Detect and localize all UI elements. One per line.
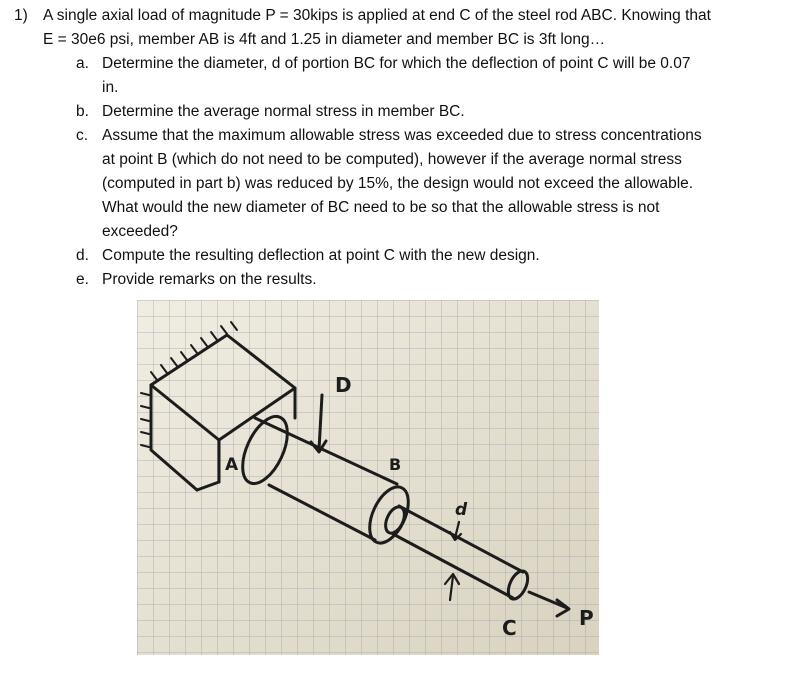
part-e-line-1: Provide remarks on the results. bbox=[102, 271, 317, 288]
rod-sketch-photo bbox=[137, 300, 599, 655]
part-c-line-4: What would the new diameter of BC need to be so that the allowable stress is not bbox=[102, 199, 660, 216]
part-b-line-1: Determine the average normal stress in member BC. bbox=[102, 103, 465, 120]
part-a-line-1: Determine the diameter, d of portion BC for which the deflection of point C will be 0.07 bbox=[102, 55, 691, 72]
part-d-label: d. bbox=[76, 247, 89, 264]
label-p: P bbox=[579, 606, 594, 630]
problem-number: 1) bbox=[14, 7, 28, 24]
part-d-line-1: Compute the resulting deflection at point C with the new design. bbox=[102, 247, 540, 264]
label-d-dimension: d bbox=[455, 500, 468, 520]
part-a-label: a. bbox=[76, 55, 89, 72]
graph-grid bbox=[137, 300, 599, 655]
part-b-label: b. bbox=[76, 103, 89, 120]
label-c: C bbox=[502, 616, 517, 640]
part-e-label: e. bbox=[76, 271, 89, 288]
label-d-load: D bbox=[335, 373, 352, 397]
label-b: B bbox=[389, 455, 402, 474]
part-c-line-1: Assume that the maximum allowable stress was exceeded due to stress concentrations bbox=[102, 127, 702, 144]
part-c-line-5: exceeded? bbox=[102, 223, 178, 240]
part-c-label: c. bbox=[76, 127, 89, 144]
intro-line-2: E = 30e6 psi, member AB is 4ft and 1.25 in diameter and member BC is 3ft long… bbox=[43, 31, 606, 48]
part-c-line-2: at point B (which do not need to be computed), however if the average normal stress bbox=[102, 151, 682, 168]
part-c-line-3: (computed in part b) was reduced by 15%, the design would not exceed the allowable. bbox=[102, 175, 694, 192]
label-a: A bbox=[225, 455, 239, 475]
rod-sketch-svg bbox=[137, 300, 599, 655]
part-a-line-2: in. bbox=[102, 79, 119, 96]
intro-line-1: A single axial load of magnitude P = 30kips is applied at end C of the steel rod ABC. Knowing that bbox=[43, 7, 711, 24]
